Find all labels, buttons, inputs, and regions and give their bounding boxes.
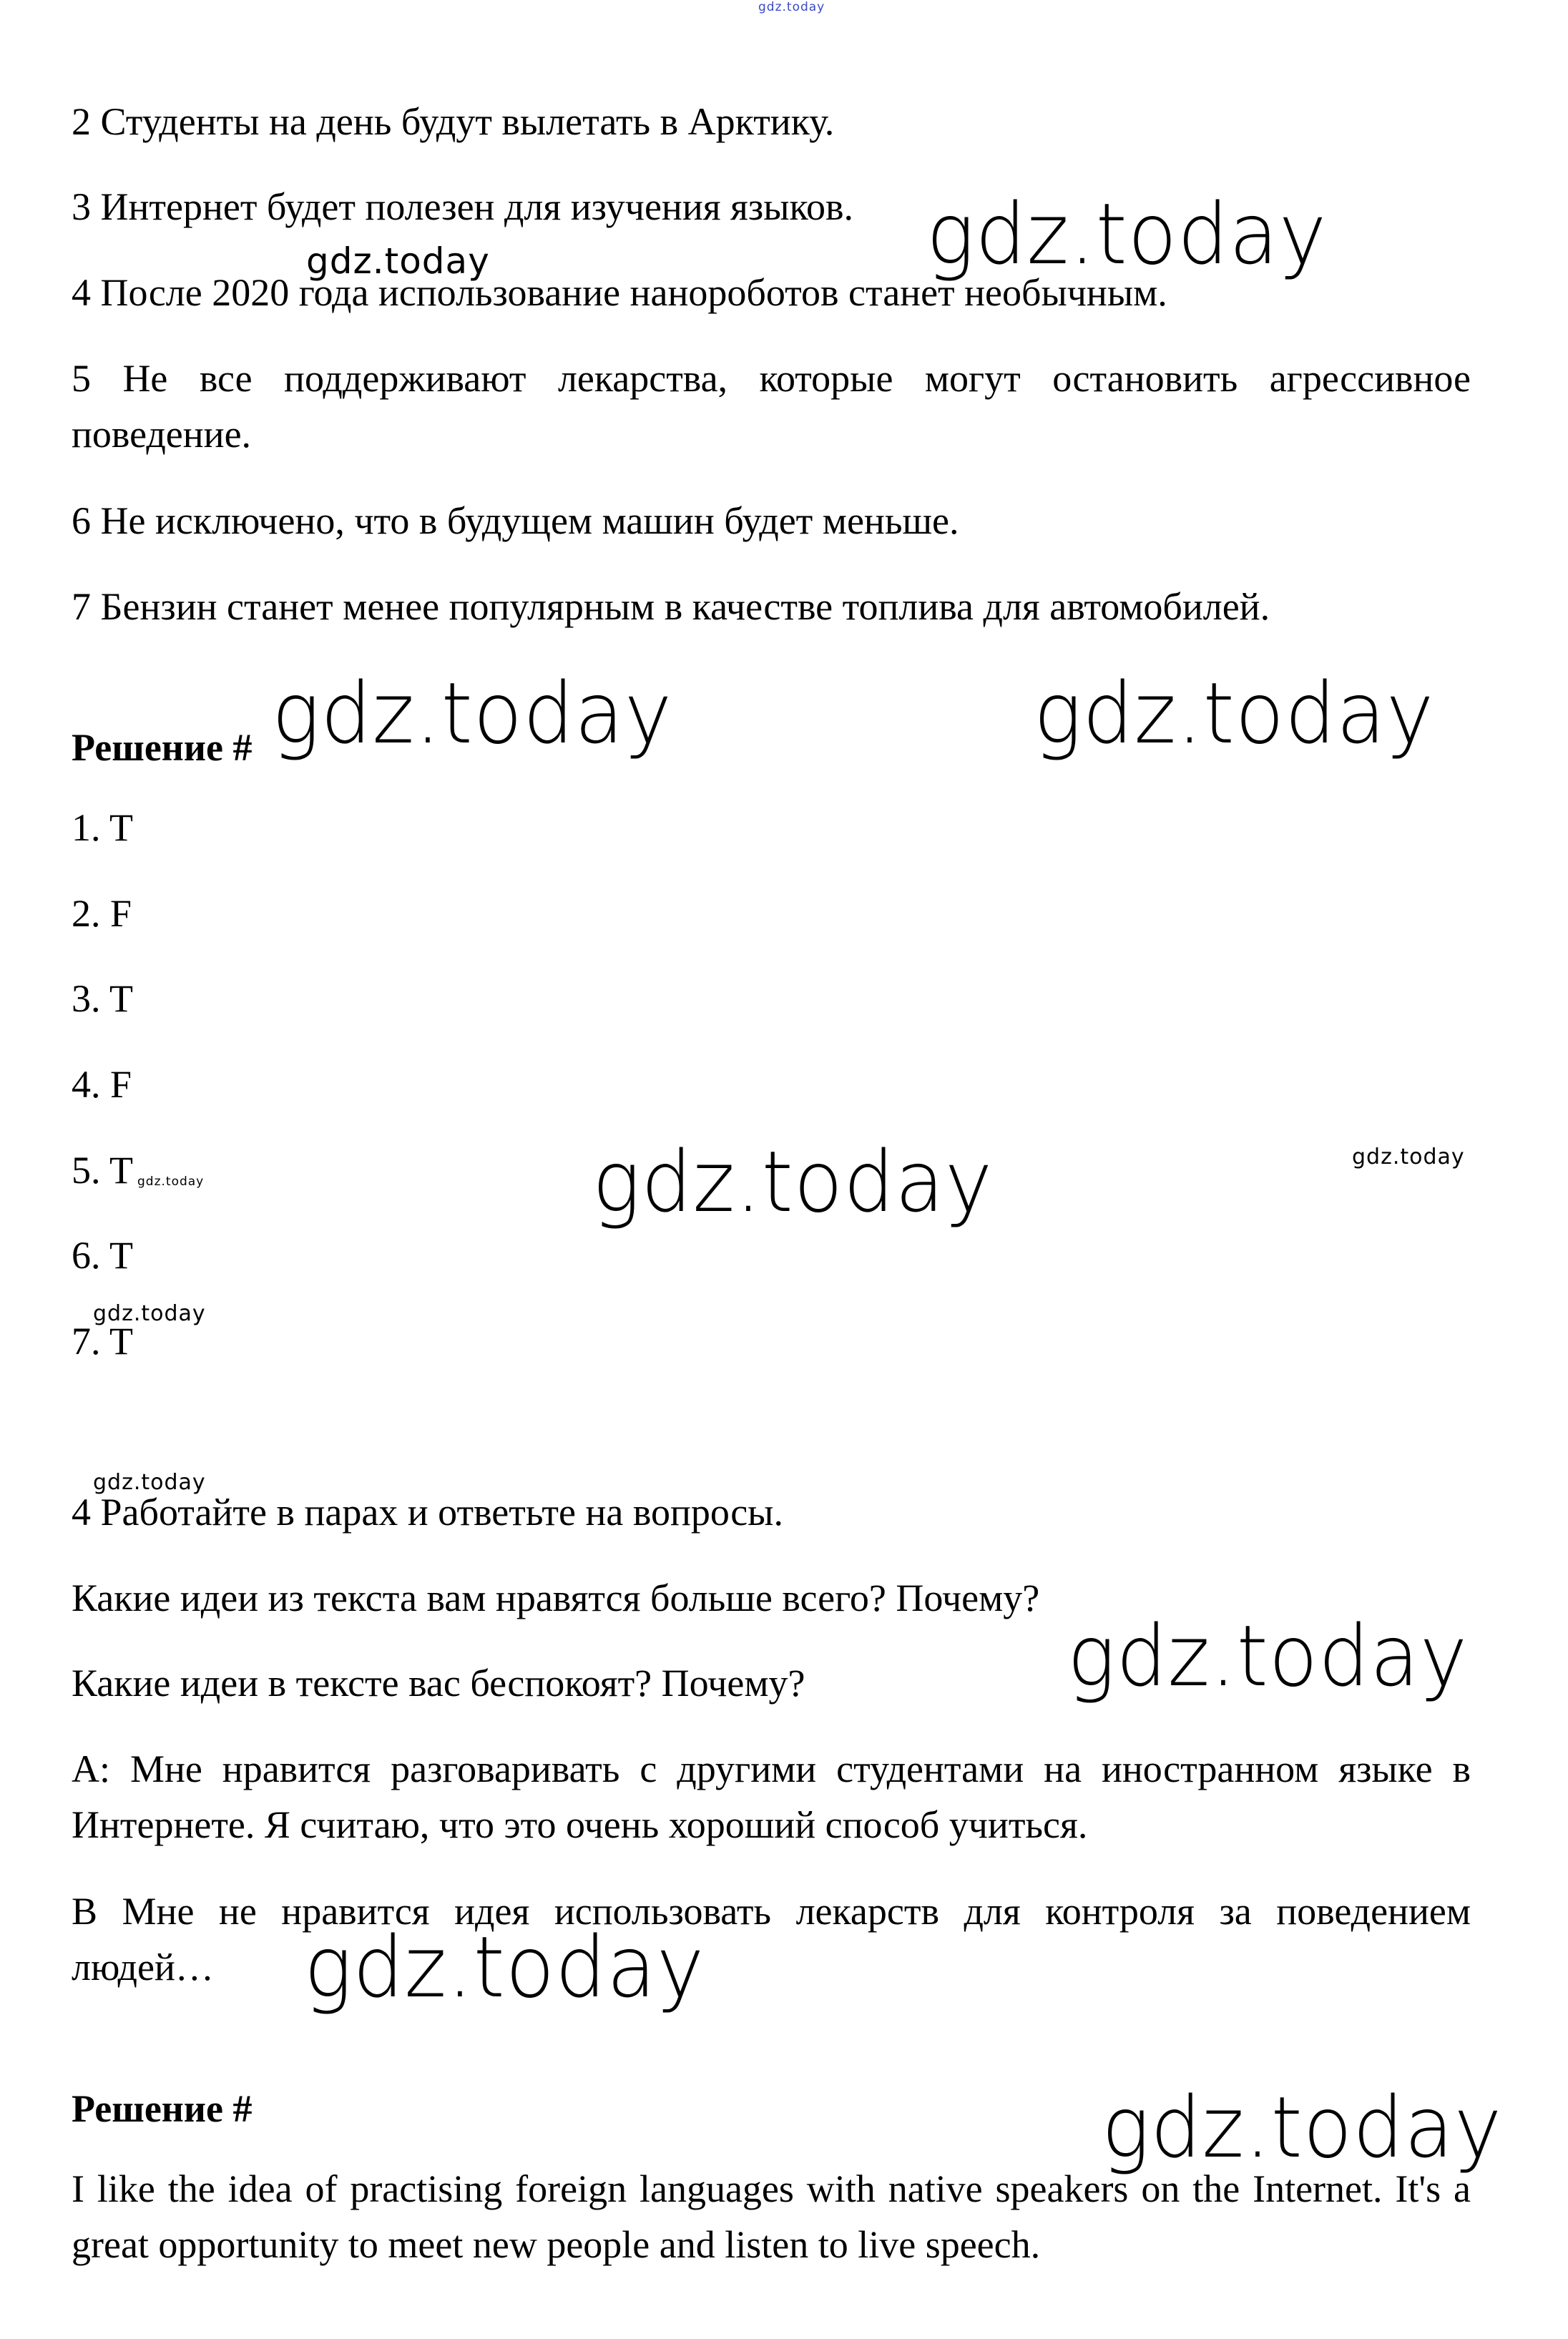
statement-3: 3 Интернет будет полезен для изучения языков. xyxy=(72,185,853,228)
watermark: gdz.today xyxy=(93,1470,206,1495)
statement-6: 6 Не исключено, что в будущем машин будет меньше. xyxy=(72,499,959,542)
answer-7: 7. T xyxy=(72,1320,134,1363)
answer-6: 6. T xyxy=(72,1234,134,1277)
watermark: gdz.today xyxy=(1034,664,1435,762)
answer-4: 4. F xyxy=(72,1063,132,1106)
answer-2: 2. F xyxy=(72,892,132,935)
watermark: gdz.today xyxy=(306,240,490,282)
task4-question-2: Какие идеи в тексте вас беспокоят? Почему? xyxy=(72,1662,805,1705)
watermark: gdz.today xyxy=(1067,1607,1469,1705)
task4-answer-b: В Мне не нравится идея использовать лекарств для контроля за поведением людей… xyxy=(72,1890,1471,1989)
solution2-text: I like the idea of practising foreign languages with native speakers on the Internet. It's a great opportunity to meet new people and listen to live speech. xyxy=(72,2167,1471,2266)
statement-5: 5 Не все поддерживают лекарства, которые могут остановить агрессивное поведение. xyxy=(72,357,1471,456)
task4-answer-a: А: Мне нравится разговаривать с другими студентами на иностранном языке в Интернете. Я считаю, что это очень хороший способ учиться. xyxy=(72,1747,1471,1846)
solution-heading: Решение # xyxy=(72,726,253,769)
answer-1: 1. T xyxy=(72,806,134,849)
statement-2: 2 Студенты на день будут вылетать в Арктику. xyxy=(72,100,835,143)
watermark: gdz.today xyxy=(926,185,1328,283)
watermark: gdz.today xyxy=(304,1918,705,2016)
watermark: gdz.today xyxy=(758,0,825,14)
watermark: gdz.today xyxy=(93,1301,206,1326)
task4-title: 4 Работайте в парах и ответьте на вопросы. xyxy=(72,1491,783,1534)
watermark: gdz.today xyxy=(1352,1144,1465,1170)
answer-5: 5. T xyxy=(72,1149,134,1192)
watermark: gdz.today xyxy=(272,664,673,762)
watermark: gdz.today xyxy=(1102,2078,1503,2177)
task4-question-1: Какие идеи из текста вам нравятся больше всего? Почему? xyxy=(72,1577,1040,1619)
statement-4: 4 После 2020 года использование нанороботов станет необычным. xyxy=(72,271,1167,314)
solution2-heading: Решение # xyxy=(72,2087,253,2130)
answer-3: 3. T xyxy=(72,977,134,1020)
statement-7: 7 Бензин станет менее популярным в качестве топлива для автомобилей. xyxy=(72,585,1270,628)
watermark: gdz.today xyxy=(592,1132,994,1231)
watermark: gdz.today xyxy=(137,1175,205,1189)
